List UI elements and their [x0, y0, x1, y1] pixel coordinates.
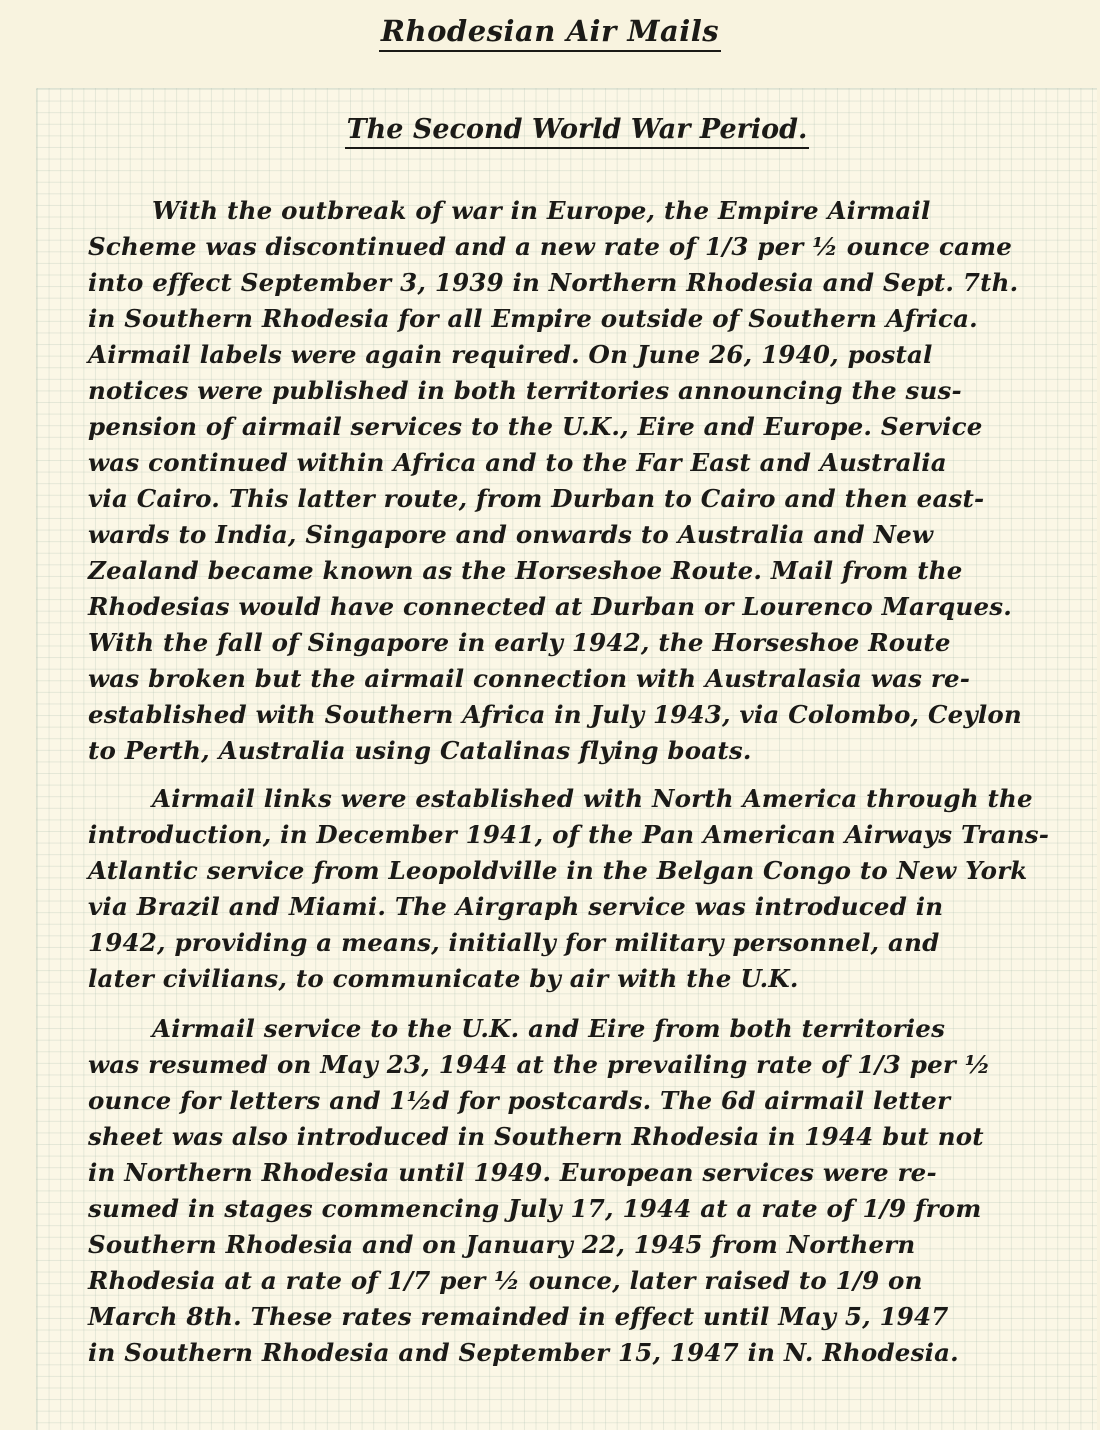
text-line: in Southern Rhodesia for all Empire outside of Southern Africa. — [88, 304, 978, 333]
text-line: pension of airmail services to the U.K., Eire and Europe. Service — [88, 412, 983, 441]
text-line: later civilians, to communicate by air with the U.K. — [88, 964, 799, 993]
text-line: wards to India, Singapore and onwards to Australia and New — [88, 520, 934, 549]
text-line: sheet was also introduced in Southern Rhodesia in 1944 but not — [88, 1122, 984, 1151]
text-line: Southern Rhodesia and on January 22, 1945 from Northern — [88, 1230, 916, 1259]
text-line: Rhodesia at a rate of 1/7 per ½ ounce, later raised to 1/9 on — [88, 1266, 923, 1295]
text-line: in Northern Rhodesia until 1949. European services were re- — [88, 1158, 937, 1187]
text-line: was continued within Africa and to the Far East and Australia — [88, 448, 947, 477]
text-line: Airmail labels were again required. On June 26, 1940, postal — [88, 340, 933, 369]
text-line: March 8th. These rates remainded in effect until May 5, 1947 — [88, 1302, 949, 1331]
text-line: Airmail service to the U.K. and Eire from both territories — [152, 1014, 946, 1043]
page-title-text: Rhodesian Air Mails — [379, 14, 721, 52]
text-line: Zealand became known as the Horseshoe Route. Mail from the — [88, 556, 963, 585]
page-title — [0, 14, 1100, 48]
text-line: Scheme was discontinued and a new rate of 1/3 per ½ ounce came — [88, 232, 1013, 261]
text-line: to Perth, Australia using Catalinas flying boats. — [88, 736, 752, 765]
text-line: in Southern Rhodesia and September 15, 1947 in N. Rhodesia. — [88, 1338, 959, 1367]
text-line: With the fall of Singapore in early 1942, the Horseshoe Route — [88, 628, 951, 657]
text-line: notices were published in both territories announcing the sus- — [88, 376, 962, 405]
text-line: 1942, providing a means, initially for military personnel, and — [88, 928, 940, 957]
text-line: was resumed on May 23, 1944 at the prevailing rate of 1/3 per ½ — [88, 1050, 991, 1079]
text-line: via Brazil and Miami. The Airgraph service was introduced in — [88, 892, 944, 921]
text-line: sumed in stages commencing July 17, 1944 at a rate of 1/9 from — [88, 1194, 982, 1223]
text-line: established with Southern Africa in July 1943, via Colombo, Ceylon — [88, 700, 1022, 729]
text-line: introduction, in December 1941, of the Pan American Airways Trans- — [88, 820, 1050, 849]
text-line: was broken but the airmail connection with Australasia was re- — [88, 664, 971, 693]
text-line: via Cairo. This latter route, from Durban to Cairo and then east- — [88, 484, 985, 513]
section-subtitle — [0, 114, 1100, 145]
text-line: into effect September 3, 1939 in Northern Rhodesia and Sept. 7th. — [88, 268, 1019, 297]
text-line: With the outbreak of war in Europe, the Empire Airmail — [152, 196, 931, 225]
text-line: Rhodesias would have connected at Durban or Lourenco Marques. — [88, 592, 1012, 621]
section-subtitle-text: The Second World War Period. — [345, 114, 810, 149]
text-line: Atlantic service from Leopoldville in the Belgan Congo to New York — [88, 856, 1028, 885]
text-line: ounce for letters and 1½d for postcards. The 6d airmail letter — [88, 1086, 951, 1115]
text-line: Airmail links were established with North America through the — [152, 784, 1033, 813]
